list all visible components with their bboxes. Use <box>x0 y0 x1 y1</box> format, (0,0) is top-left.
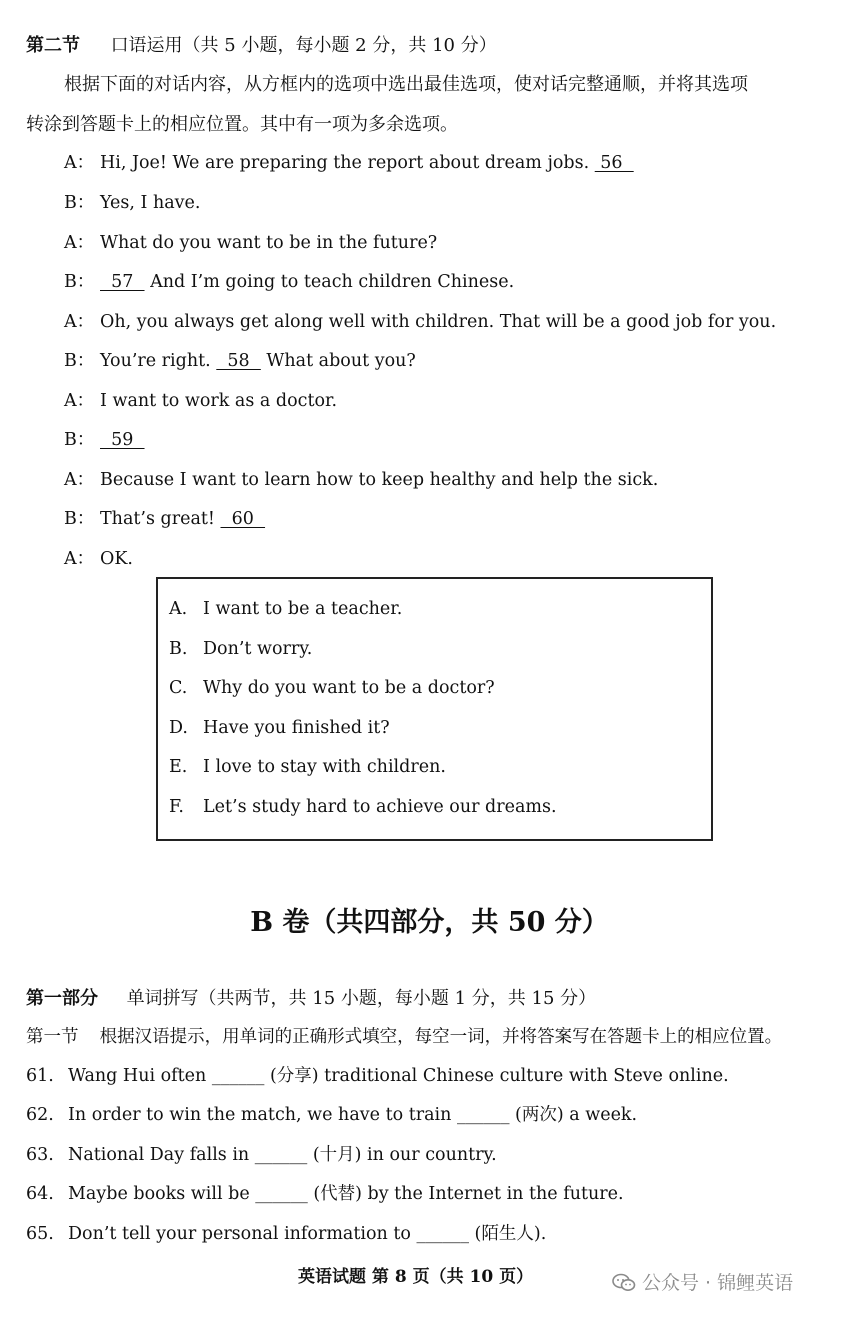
vocab-after: (代替) by the Internet in the future. <box>307 1184 624 1204</box>
section-number: 第二节 <box>26 35 80 56</box>
instruction-line-1: 根据下面的对话内容，从方框内的选项中选出最佳选项，使对话完整通顺，并将其选项 <box>64 74 748 95</box>
option-text: Have you finished it? <box>203 718 390 738</box>
wechat-icon <box>612 1273 636 1298</box>
answer-blank[interactable]: 59 <box>100 430 145 450</box>
dialogue-text: I want to work as a doctor. <box>100 391 338 411</box>
part1-section-instruction <box>26 1023 782 1048</box>
dialogue-text-after: What about you? <box>260 351 416 371</box>
vocab-before: Don’t tell your personal information to <box>68 1224 417 1244</box>
vocab-before: National Day falls in <box>68 1145 255 1165</box>
fill-blank[interactable]: ______ <box>416 1224 469 1244</box>
option-letter: D. <box>169 718 188 738</box>
dialogue-line <box>64 466 658 491</box>
section-title: 口语运用（共 5 小题，每小题 2 分，共 10 分） <box>110 35 497 56</box>
option-letter: F. <box>169 797 184 817</box>
part-title: 单词拼写（共两节，共 15 小题，每小题 1 分，共 15 分） <box>126 988 597 1009</box>
fill-blank[interactable]: ______ <box>254 1145 308 1165</box>
speaker-label: B： <box>64 272 95 292</box>
speaker-label: A： <box>64 153 95 173</box>
dialogue-text: You’re right. <box>100 351 217 371</box>
vocab-num: 64. <box>26 1184 54 1204</box>
answer-blank[interactable]: 58 <box>216 351 261 371</box>
section-heading <box>26 31 497 57</box>
vocab-after: (两次) a week. <box>509 1105 638 1125</box>
paper-b-title: B 卷（共四部分，共 50 分） <box>250 907 609 938</box>
dialogue-line <box>64 347 416 372</box>
dialogue-line <box>64 308 776 333</box>
option-item <box>169 678 495 698</box>
fill-blank[interactable]: ______ <box>456 1105 510 1125</box>
instruction-line-2: 转涂到答题卡上的相应位置。其中有一项为多余选项。 <box>26 114 458 135</box>
answer-blank[interactable]: 56 <box>594 153 634 173</box>
speaker-label: B： <box>64 351 95 371</box>
option-letter: C. <box>169 678 188 698</box>
option-letter: B. <box>169 639 188 659</box>
vocab-item <box>26 1141 497 1166</box>
subsection-instruction: 根据汉语提示，用单词的正确形式填空，每空一词，并将答案写在答题卡上的相应位置。 <box>99 1027 783 1047</box>
speaker-label: A： <box>64 549 95 569</box>
speaker-label: A： <box>64 312 95 332</box>
vocab-num: 61. <box>26 1066 54 1086</box>
vocab-num: 65. <box>26 1224 54 1244</box>
option-text: Don’t worry. <box>203 639 313 659</box>
dialogue-text: Oh, you always get along well with children. That will be a good job for you. <box>100 312 777 332</box>
dialogue-text: Because I want to learn how to keep healthy and help the sick. <box>100 470 659 490</box>
option-letter: A. <box>169 599 188 619</box>
vocab-item <box>26 1180 624 1205</box>
answer-blank[interactable]: 60 <box>220 509 266 529</box>
speaker-label: A： <box>64 470 95 490</box>
part1-heading <box>26 984 596 1010</box>
dialogue-line <box>64 505 265 530</box>
dialogue-text: OK. <box>100 549 133 569</box>
option-text: I love to stay with children. <box>203 757 446 777</box>
speaker-label: A： <box>64 391 95 411</box>
vocab-num: 62. <box>26 1105 54 1125</box>
dialogue-line <box>64 189 200 214</box>
dialogue-text: Yes, I have. <box>100 193 201 213</box>
dialogue-line <box>64 149 634 174</box>
option-text: Why do you want to be a doctor? <box>203 678 495 698</box>
option-item <box>169 718 390 738</box>
fill-blank[interactable]: ______ <box>255 1184 308 1204</box>
option-text: I want to be a teacher. <box>203 599 403 619</box>
dialogue-line <box>64 545 133 570</box>
vocab-item <box>26 1220 546 1245</box>
speaker-label: A： <box>64 233 95 253</box>
vocab-after: (分享) traditional Chinese culture with Steve online. <box>264 1066 729 1086</box>
vocab-before: In order to win the match, we have to train <box>68 1105 457 1125</box>
vocab-num: 63. <box>26 1145 54 1165</box>
dialogue-text-after: And I’m going to teach children Chinese. <box>144 272 515 292</box>
vocab-before: Wang Hui often <box>68 1066 212 1086</box>
option-item <box>169 757 446 777</box>
part-number: 第一部分 <box>26 988 98 1009</box>
dialogue-line <box>64 268 514 293</box>
options-box <box>156 577 713 841</box>
vocab-before: Maybe books will be <box>68 1184 256 1204</box>
dialogue-line <box>64 426 145 451</box>
vocab-after: (陌生人). <box>468 1224 547 1244</box>
dialogue-text: That’s great! <box>100 509 221 529</box>
speaker-label: B： <box>64 430 95 450</box>
subsection-number: 第一节 <box>26 1027 79 1047</box>
vocab-item <box>26 1062 729 1087</box>
option-item <box>169 639 312 659</box>
option-letter: E. <box>169 757 188 777</box>
dialogue-text: What do you want to be in the future? <box>100 233 438 253</box>
fill-blank[interactable]: ______ <box>211 1066 265 1086</box>
speaker-label: B： <box>64 509 95 529</box>
vocab-item <box>26 1101 637 1126</box>
speaker-label: B： <box>64 193 95 213</box>
option-item <box>169 797 557 817</box>
vocab-after: (十月) in our country. <box>307 1145 497 1165</box>
dialogue-line <box>64 387 337 412</box>
watermark-text: 公众号 · 锦鲤英语 <box>642 1272 794 1294</box>
answer-blank[interactable]: 57 <box>100 272 145 292</box>
watermark <box>612 1268 793 1298</box>
dialogue-line <box>64 229 437 254</box>
option-text: Let’s study hard to achieve our dreams. <box>203 797 557 817</box>
dialogue-text: Hi, Joe! We are preparing the report about dream jobs. <box>100 153 595 173</box>
option-item <box>169 599 402 619</box>
page-footer: 英语试题 第 8 页（共 10 页） <box>298 1267 534 1287</box>
